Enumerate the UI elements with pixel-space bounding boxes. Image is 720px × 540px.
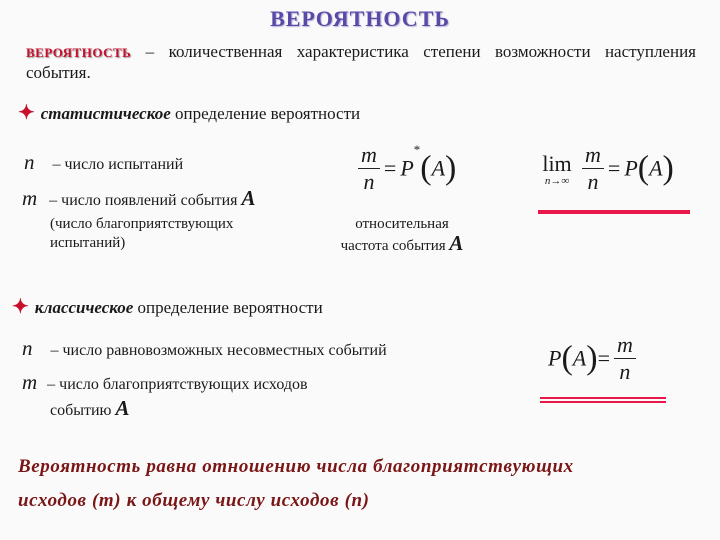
conclusion xyxy=(18,450,708,518)
stat-n-desc: – число испытаний xyxy=(52,156,184,173)
classical-heading-rest: определение вероятности xyxy=(133,298,323,317)
formula-classical: P(A)= $\frac{m}{n}$ xyxy=(548,332,636,385)
f2-num: m xyxy=(585,142,601,167)
rel-freq-line1: относительная xyxy=(355,216,449,232)
classical-heading-italic: классическое xyxy=(34,298,134,317)
definition-keyword: ВЕРОЯТНОСТЬ xyxy=(26,45,132,60)
statistical-heading-rest: определение вероятности xyxy=(170,104,361,123)
class-n-symbol: n xyxy=(22,336,33,360)
classical-heading xyxy=(12,294,323,319)
conclusion-line2: исходов (m) к общему числу исходов (n) xyxy=(18,490,370,511)
stat-m-desc: – число появлений события xyxy=(49,192,238,209)
formula-relative-frequency: $\frac{m}{n}$ = P*(A) xyxy=(358,142,456,195)
statistical-heading xyxy=(18,100,360,125)
f3-arg: A xyxy=(572,345,587,371)
stat-m-symbol: m xyxy=(22,186,38,210)
stat-note xyxy=(50,215,233,253)
f2-arg: A xyxy=(649,155,663,181)
class-n-desc: – число равновозможных несовместных событий xyxy=(50,342,387,359)
stat-note-line2: испытаний) xyxy=(50,235,126,251)
stat-m-event: A xyxy=(241,186,256,210)
f1-P: P xyxy=(400,155,414,181)
f3-P: P xyxy=(548,345,562,371)
class-m-desc2: событию xyxy=(50,402,112,419)
class-m-event: A xyxy=(115,396,130,420)
f1-arg: A xyxy=(431,155,446,181)
f1-num: m xyxy=(361,142,377,167)
stat-n-symbol: n xyxy=(24,150,35,174)
f2-den: n xyxy=(582,168,604,195)
f2-sub: n→∞ xyxy=(544,174,570,187)
class-m-row xyxy=(22,370,308,395)
rel-freq-event: A xyxy=(449,231,464,255)
class-m-desc: – число благоприятствующих исходов xyxy=(47,376,308,393)
definition xyxy=(26,42,696,83)
stat-n-row xyxy=(24,150,183,175)
formula-limit: lim n→∞ $\frac{m}{n}$ = P(A) xyxy=(536,142,674,195)
limit-underline xyxy=(538,210,690,214)
f3-num: m xyxy=(616,332,633,357)
f2-lim: lim xyxy=(542,150,572,176)
definition-text: – количественная характеристика степени возможности наступления события. xyxy=(26,42,696,82)
star-bullet-icon: ✦ xyxy=(18,102,35,124)
f1-den: n xyxy=(358,168,380,195)
stat-note-line1: (число благоприятствующих xyxy=(50,216,234,232)
page-title: ВЕРОЯТНОСТЬ xyxy=(270,6,450,31)
f3-den: n xyxy=(614,358,636,385)
rel-freq-label xyxy=(322,215,482,256)
class-n-row xyxy=(22,336,387,361)
class-m-symbol: m xyxy=(22,370,38,394)
conclusion-line1: Вероятность равна отношению числа благоприятствующих xyxy=(18,456,574,477)
f1-sup: * xyxy=(413,142,421,158)
statistical-heading-italic: статистическое xyxy=(40,104,171,123)
class-m-row2 xyxy=(50,396,130,421)
classical-underline-top xyxy=(540,397,666,399)
star-bullet-icon: ✦ xyxy=(12,296,29,318)
stat-m-row xyxy=(22,186,256,211)
classical-underline-bottom xyxy=(540,401,666,403)
rel-freq-line2: частота события xyxy=(340,238,446,254)
f2-P: P xyxy=(624,155,638,181)
